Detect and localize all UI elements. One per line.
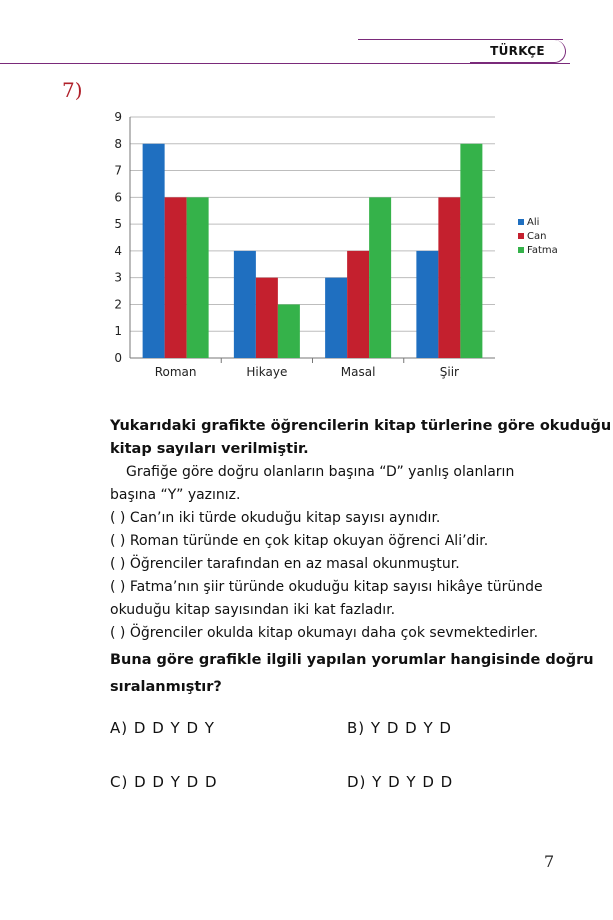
statement-2: ( ) Roman türünde en çok kitap okuyan öğrenci Ali’dir.: [110, 533, 489, 549]
bar-can-1: [256, 278, 278, 358]
x-tick-label: Şiir: [439, 365, 459, 379]
bar-can-0: [165, 197, 187, 358]
prompt-1: Buna göre grafikle ilgili yapılan yorumlar hangisinde doğru: [110, 652, 594, 668]
y-tick-label: 9: [114, 110, 122, 124]
bar-ali-2: [325, 278, 347, 358]
bar-fatma-2: [369, 197, 391, 358]
bar-fatma-3: [460, 144, 482, 358]
legend-swatch-ali: [518, 219, 524, 225]
legend-label-ali: Ali: [527, 217, 540, 228]
y-tick-label: 1: [114, 324, 122, 339]
question-intro-2: kitap sayıları verilmiştir.: [110, 441, 309, 457]
instruction-1: Grafiğe göre doğru olanların başına “D” yanlış olanların: [126, 464, 515, 480]
prompt-2: sıralanmıştır?: [110, 679, 222, 695]
instruction-2: başına “Y” yazınız.: [110, 487, 241, 503]
bar-can-3: [438, 197, 460, 358]
statement-3: ( ) Öğrenciler tarafından en az masal okunmuştur.: [110, 556, 460, 572]
bar-fatma-0: [187, 197, 209, 358]
y-tick-label: 7: [114, 163, 122, 178]
page-number: 7: [544, 852, 555, 871]
y-tick-label: 3: [114, 270, 122, 285]
y-tick-label: 4: [114, 243, 122, 258]
statement-4: ( ) Fatma’nın şiir türünde okuduğu kitap sayısı hikâye türünde: [110, 579, 543, 595]
option-b[interactable]: B) Y D D Y D: [347, 719, 452, 737]
bar-chart: [100, 100, 560, 390]
legend-label-can: Can: [527, 231, 547, 242]
option-a[interactable]: A) D D Y D Y: [110, 719, 215, 737]
y-tick-label: 6: [114, 190, 122, 205]
x-tick-label: Hikaye: [246, 365, 288, 379]
x-tick-label: Roman: [154, 365, 197, 379]
legend-swatch-can: [518, 233, 524, 239]
y-tick-label: 0: [114, 351, 122, 365]
statement-1: ( ) Can’ın iki türde okuduğu kitap sayısı aynıdır.: [110, 510, 441, 526]
x-tick-label: Masal: [340, 365, 376, 379]
legend-label-fatma: Fatma: [527, 245, 558, 256]
statement-4-cont: okuduğu kitap sayısından iki kat fazladır.: [110, 602, 396, 618]
bar-ali-3: [416, 251, 438, 358]
legend-swatch-fatma: [518, 247, 524, 253]
bar-fatma-1: [278, 304, 300, 358]
bar-ali-0: [143, 144, 165, 358]
bar-can-2: [347, 251, 369, 358]
y-tick-label: 8: [114, 136, 122, 151]
option-c[interactable]: C) D D Y D D: [110, 773, 218, 791]
option-d[interactable]: D) Y D Y D D: [347, 773, 454, 791]
bar-ali-1: [234, 251, 256, 358]
subject-tab: TÜRKÇE: [470, 40, 566, 63]
question-number: 7): [62, 78, 83, 102]
header-rule: [0, 63, 570, 64]
y-tick-label: 5: [114, 217, 122, 232]
question-intro-1: Yukarıdaki grafikte öğrencilerin kitap türlerine göre okuduğu: [110, 418, 612, 434]
statement-5: ( ) Öğrenciler okulda kitap okumayı daha çok sevmektedirler.: [110, 625, 539, 641]
y-tick-label: 2: [114, 297, 122, 312]
